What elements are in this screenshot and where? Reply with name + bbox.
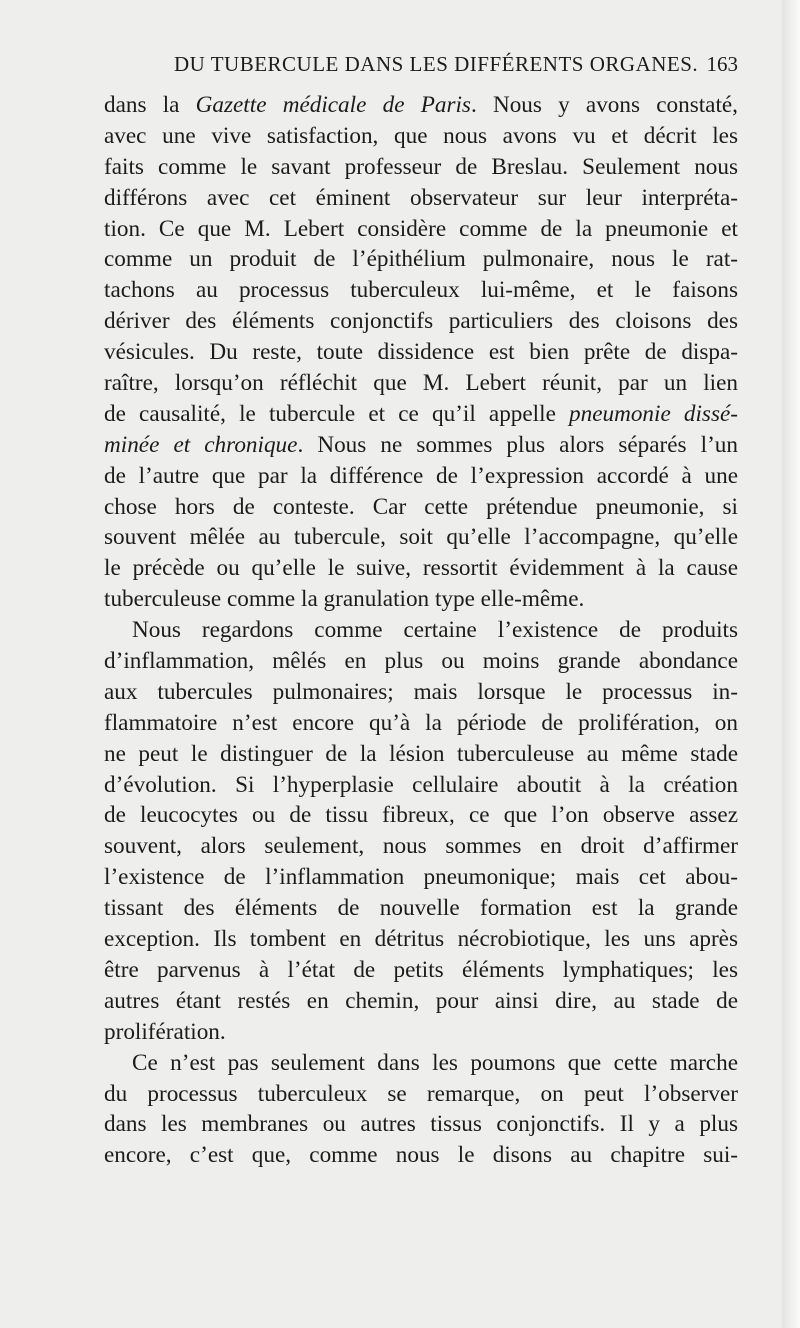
text-run: dans les membranes ou autres tissus conjonctifs. Il y a plus xyxy=(104,1111,738,1138)
text-run: de leucocytes ou de tissu fibreux, ce que l’on observe assez xyxy=(104,802,738,829)
text-line xyxy=(104,1017,738,1048)
text-line xyxy=(104,1140,738,1171)
text-line xyxy=(104,399,738,430)
running-title: DU TUBERCULE DANS LES DIFFÉRENTS ORGANES. xyxy=(174,52,699,76)
text-line xyxy=(104,522,738,553)
text-run: l’existence de l’inflammation pneumonique; mais cet abou- xyxy=(104,864,738,891)
text-line xyxy=(104,893,738,924)
text-line xyxy=(104,677,738,708)
paragraph xyxy=(104,90,738,615)
text-line xyxy=(104,831,738,862)
text-run: différons avec cet éminent observateur sur leur interpréta- xyxy=(104,184,738,211)
text-run: autres étant restés en chemin, pour ainsi dire, au stade de xyxy=(104,987,738,1014)
text-line xyxy=(104,584,738,615)
page-number: 163 xyxy=(706,52,738,76)
text-run: de causalité, le tubercule et ce qu’il appelle xyxy=(104,400,570,427)
text-run: souvent, alors seulement, nous sommes en droit d’affirmer xyxy=(104,833,738,860)
text-run: tion. Ce que M. Lebert considère comme de la pneumonie et xyxy=(104,215,738,242)
text-line xyxy=(104,214,738,245)
text-run: souvent mêlée au tubercule, soit qu’elle l’accompagne, qu’elle xyxy=(104,524,738,551)
text-run: dériver des éléments conjonctifs particuliers des cloisons des xyxy=(104,308,738,335)
text-run: Nous regardons comme certaine l’existence de produits xyxy=(132,617,738,644)
text-line xyxy=(104,1109,738,1140)
text-line xyxy=(104,430,738,461)
text-line xyxy=(104,368,738,399)
text-run: Ce n’est pas seulement dans les poumons que cette marche xyxy=(132,1049,738,1076)
text-run: . Nous y avons constaté, xyxy=(470,92,738,118)
paragraph xyxy=(104,1048,738,1172)
text-line xyxy=(104,1079,738,1110)
italic-text: minée et chronique xyxy=(104,431,298,458)
text-run: être parvenus à l’état de petits éléments lymphatiques; les xyxy=(104,956,738,983)
text-run: ne peut le distinguer de la lésion tuberculeuse au même stade xyxy=(104,740,738,767)
text-run: du processus tuberculeux se remarque, on peut l’observer xyxy=(104,1080,738,1107)
text-run: tachons au processus tuberculeux lui-même, et le faisons xyxy=(104,277,738,304)
text-line xyxy=(104,244,738,275)
italic-text: pneumonie dissé- xyxy=(569,400,738,427)
text-run: aux tubercules pulmonaires; mais lorsque le processus in- xyxy=(104,678,738,705)
text-run: avec une vive satisfaction, que nous avons vu et décrit les xyxy=(104,122,738,149)
text-line xyxy=(104,955,738,986)
text-line xyxy=(104,183,738,214)
text-run: flammatoire n’est encore qu’à la période de prolifération, on xyxy=(104,709,738,736)
text-line xyxy=(104,90,738,121)
text-run: dans la xyxy=(104,92,196,118)
text-line xyxy=(104,800,738,831)
page-edge-shadow xyxy=(782,0,800,1328)
text-run: chose hors de conteste. Car cette prétendue pneumonie, si xyxy=(104,493,738,520)
text-run: prolifération. xyxy=(104,1018,226,1045)
text-line xyxy=(104,739,738,770)
text-run: exception. Ils tombent en détritus nécrobiotique, les uns après xyxy=(104,926,738,953)
text-line xyxy=(104,924,738,955)
text-line xyxy=(104,337,738,368)
text-run: . Nous ne sommes plus alors séparés l’un xyxy=(297,431,738,458)
text-run: raître, lorsqu’on réfléchit que M. Lebert réunit, par un lien xyxy=(104,370,738,397)
text-line xyxy=(104,770,738,801)
text-line xyxy=(104,615,738,646)
text-line xyxy=(104,553,738,584)
text-run: tuberculeuse comme la granulation type elle-même. xyxy=(104,586,585,613)
text-line xyxy=(104,121,738,152)
text-run: comme un produit de l’épithélium pulmonaire, nous le rat- xyxy=(104,246,738,273)
text-line xyxy=(104,646,738,677)
page-header xyxy=(104,52,738,86)
text-line xyxy=(104,492,738,523)
paragraph xyxy=(104,615,738,1047)
text-line xyxy=(104,275,738,306)
text-line xyxy=(104,862,738,893)
text-run: d’inflammation, mêlés en plus ou moins grande abondance xyxy=(104,648,738,675)
text-line xyxy=(104,461,738,492)
text-line xyxy=(104,986,738,1017)
text-run: d’évolution. Si l’hyperplasie cellulaire aboutit à la création xyxy=(104,771,738,798)
italic-text: Gazette médicale de Paris xyxy=(195,92,471,118)
text-line xyxy=(104,152,738,183)
text-run: de l’autre que par la différence de l’expression accordé à une xyxy=(104,462,738,489)
text-run: tissant des éléments de nouvelle formation est la grande xyxy=(104,895,738,922)
text-line xyxy=(104,1048,738,1079)
body-text xyxy=(104,90,738,1171)
text-run: faits comme le savant professeur de Breslau. Seulement nous xyxy=(104,153,738,180)
text-line xyxy=(104,708,738,739)
text-run: vésicules. Du reste, toute dissidence est bien prête de dispa- xyxy=(104,339,738,366)
text-line xyxy=(104,306,738,337)
text-run: le précède ou qu’elle le suive, ressortit évidemment à la cause xyxy=(104,555,738,582)
text-run: encore, c’est que, comme nous le disons au chapitre sui- xyxy=(104,1142,738,1169)
